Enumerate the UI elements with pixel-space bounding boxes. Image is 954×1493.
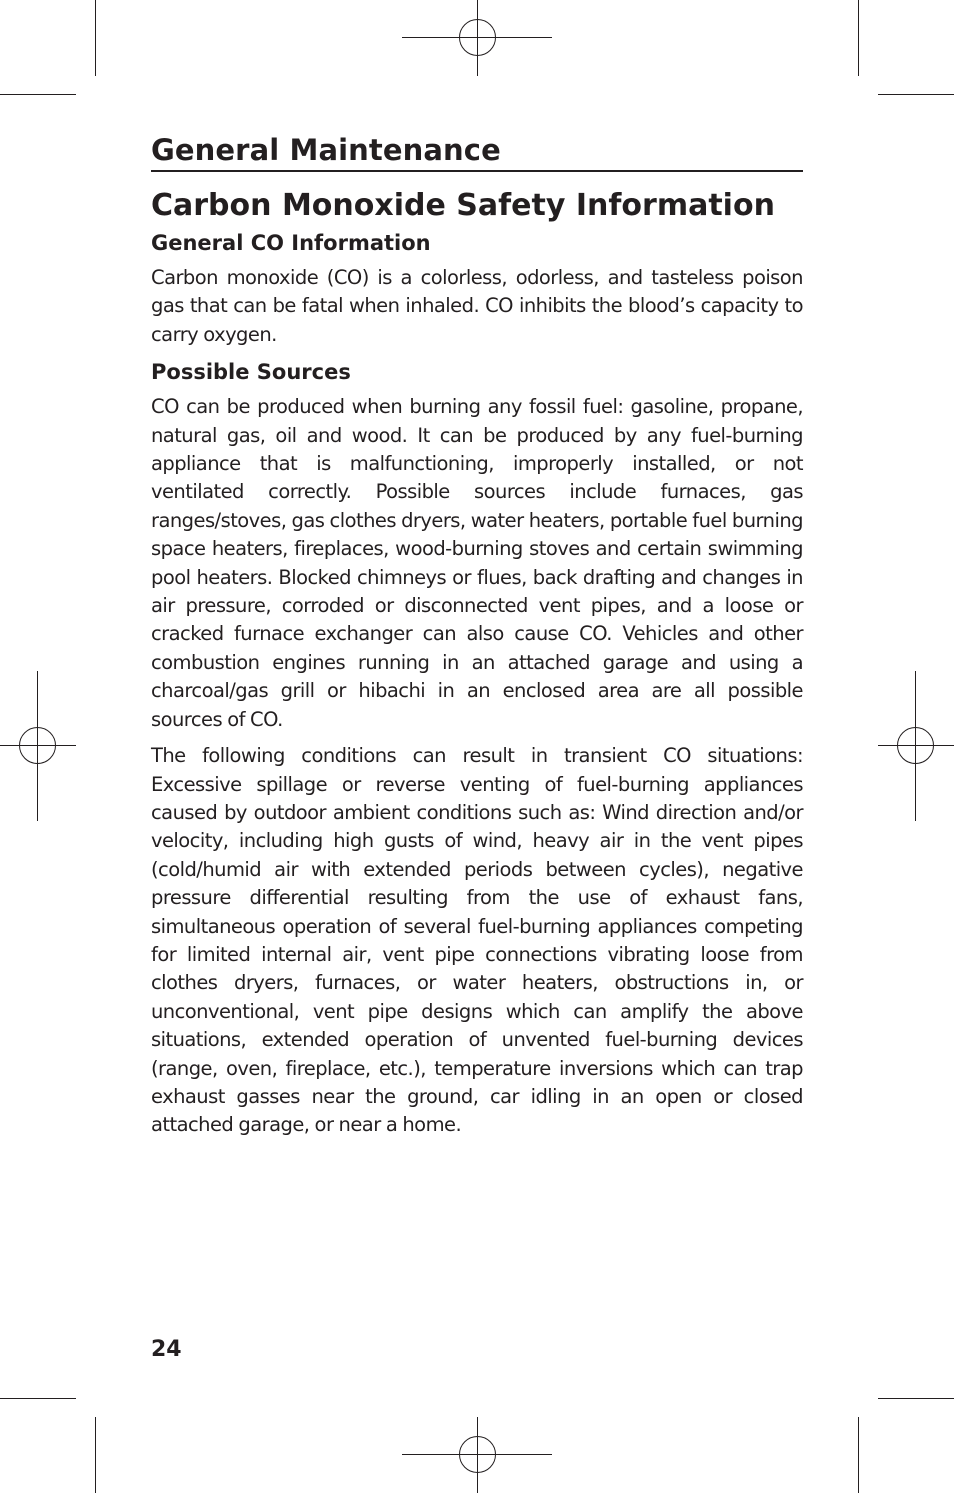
page-title: Carbon Monoxide Safety Information <box>151 188 775 223</box>
registration-mark-left <box>0 671 76 821</box>
registration-mark-right <box>878 671 954 821</box>
paragraph-co-definition: Carbon monoxide (CO) is a colorless, odorless, and tasteless poison gas that can be fatal when inhaled. CO inhibits the blood’s capacity to carry oxygen. <box>151 266 803 346</box>
subheading-possible-sources: Possible Sources <box>151 360 351 385</box>
registration-mark-top <box>402 0 552 76</box>
paragraph-possible-sources: CO can be produced when burning any fossil fuel: gasoline, propane, natural gas, oil and wood. It can be produced by any fuel-burning appliance that is malfunctioning, improperly installed, or not ventilated correctly. Possible sources include furnaces, gas ranges/stoves, gas clothes dryers, water heaters, portable fuel burning space heaters, fireplaces, wood-burning stoves and certain swimming pool heaters. Blocked chimneys or flues, back drafting and changes in air pressure, corroded or disconnected vent pipes, and a loose or cracked furnace exchanger can also cause CO. Vehicles and other combustion engines running in an attached garage and using a charcoal/gas grill or hibachi in an enclosed area are all possible sources of CO. <box>151 395 803 731</box>
subheading-general-co-information: General CO Information <box>151 231 431 255</box>
registration-mark-bottom <box>402 1417 552 1493</box>
page-content <box>151 130 803 1148</box>
page-number: 24 <box>151 1337 182 1362</box>
section-title: General Maintenance <box>151 130 803 172</box>
paragraph-transient-conditions: The following conditions can result in transient CO situations: Excessive spillage or reverse venting of fuel-burning appliances caused by outdoor ambient conditions such as: Wind direction and/or velocity, including high gusts of wind, heavy air in the vent pipes (cold/humid air with extended periods between cycles), negative pressure differential resulting from the use of exhaust fans, simultaneous operation of several fuel-burning appliances competing for limited internal air, vent pipe connections vibrating loose from clothes dryers, furnaces, or water heaters, obstructions in, or unconventional, vent pipe designs which can amplify the above situations, extended operation of unvented fuel-burning devices (range, oven, fireplace, etc.), temperature inversions which can trap exhaust gasses near the ground, car idling in an open or closed attached garage, or near a home. <box>151 744 803 1137</box>
